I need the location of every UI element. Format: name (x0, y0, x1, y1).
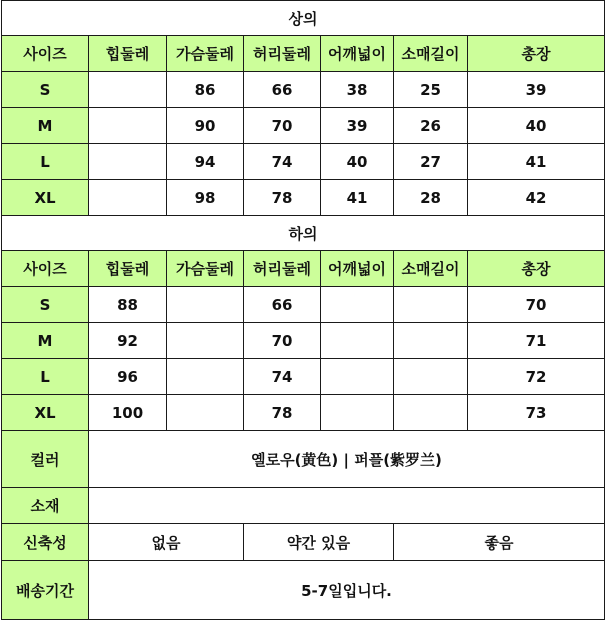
bottom-size-label: L (2, 359, 89, 395)
top-header-cell: 소매길이 (394, 36, 468, 72)
bottom-size-row (2, 287, 605, 323)
top-header-cell: 힙둘레 (89, 36, 167, 72)
top-measure-cell: 86 (167, 72, 244, 108)
bottom-measure-cell (167, 395, 244, 431)
bottom-measure-cell (321, 395, 394, 431)
top-measure-cell: 26 (394, 108, 468, 144)
bottom-section-title-row (2, 216, 605, 251)
top-size-row (2, 180, 605, 216)
bottom-measure-cell: 71 (468, 323, 605, 359)
bottom-size-row (2, 323, 605, 359)
top-measure-cell: 27 (394, 144, 468, 180)
bottom-header-cell: 가슴둘레 (167, 251, 244, 287)
top-measure-cell: 74 (244, 144, 321, 180)
bottom-measure-cell: 73 (468, 395, 605, 431)
color-row (2, 431, 605, 488)
bottom-header-cell: 힙둘레 (89, 251, 167, 287)
top-size-label: L (2, 144, 89, 180)
top-measure-cell (89, 108, 167, 144)
bottom-header-cell: 총장 (468, 251, 605, 287)
bottom-header-cell: 어깨넓이 (321, 251, 394, 287)
bottom-size-label: M (2, 323, 89, 359)
top-size-row (2, 108, 605, 144)
stretch-option-none: 없음 (89, 524, 244, 561)
top-section-title-row (2, 1, 605, 36)
top-measure-cell (89, 72, 167, 108)
top-measure-cell: 94 (167, 144, 244, 180)
bottom-header-cell: 허리둘레 (244, 251, 321, 287)
bottom-measure-cell (167, 359, 244, 395)
material-row (2, 488, 605, 524)
top-measure-cell: 40 (321, 144, 394, 180)
bottom-measure-cell: 74 (244, 359, 321, 395)
bottom-header-cell: 사이즈 (2, 251, 89, 287)
shipping-value: 5-7일입니다. (89, 561, 605, 620)
stretch-option-good: 좋음 (394, 524, 605, 561)
top-size-row (2, 72, 605, 108)
bottom-size-row (2, 359, 605, 395)
top-measure-cell: 38 (321, 72, 394, 108)
bottom-measure-cell: 72 (468, 359, 605, 395)
top-header-cell: 총장 (468, 36, 605, 72)
top-header-cell: 허리둘레 (244, 36, 321, 72)
top-measure-cell: 41 (468, 144, 605, 180)
shipping-row (2, 561, 605, 620)
stretch-row (2, 524, 605, 561)
top-header-row (2, 36, 605, 72)
top-measure-cell: 39 (468, 72, 605, 108)
bottom-section-title: 하의 (2, 216, 605, 251)
top-measure-cell: 78 (244, 180, 321, 216)
top-size-label: XL (2, 180, 89, 216)
bottom-measure-cell (394, 287, 468, 323)
stretch-label: 신축성 (2, 524, 89, 561)
color-value: 옐로우(黄色) | 퍼플(紫罗兰) (89, 431, 605, 488)
size-chart-table (1, 0, 605, 620)
bottom-measure-cell (394, 323, 468, 359)
stretch-option-some: 약간 있음 (244, 524, 394, 561)
material-value (89, 488, 605, 524)
top-header-cell: 사이즈 (2, 36, 89, 72)
bottom-size-label: XL (2, 395, 89, 431)
bottom-measure-cell (321, 359, 394, 395)
top-size-label: M (2, 108, 89, 144)
bottom-measure-cell: 100 (89, 395, 167, 431)
top-header-cell: 어깨넓이 (321, 36, 394, 72)
top-measure-cell (89, 144, 167, 180)
top-measure-cell: 66 (244, 72, 321, 108)
bottom-measure-cell (394, 395, 468, 431)
top-measure-cell: 41 (321, 180, 394, 216)
top-measure-cell: 90 (167, 108, 244, 144)
bottom-measure-cell: 70 (468, 287, 605, 323)
top-measure-cell: 39 (321, 108, 394, 144)
material-label: 소재 (2, 488, 89, 524)
bottom-measure-cell (321, 323, 394, 359)
top-header-cell: 가슴둘레 (167, 36, 244, 72)
bottom-measure-cell (167, 287, 244, 323)
top-measure-cell (89, 180, 167, 216)
bottom-measure-cell (394, 359, 468, 395)
top-measure-cell: 28 (394, 180, 468, 216)
bottom-header-row (2, 251, 605, 287)
shipping-label: 배송기간 (2, 561, 89, 620)
color-label: 컬러 (2, 431, 89, 488)
bottom-measure-cell: 78 (244, 395, 321, 431)
top-measure-cell: 98 (167, 180, 244, 216)
bottom-measure-cell (321, 287, 394, 323)
bottom-measure-cell: 96 (89, 359, 167, 395)
bottom-measure-cell: 66 (244, 287, 321, 323)
bottom-measure-cell: 92 (89, 323, 167, 359)
top-measure-cell: 42 (468, 180, 605, 216)
bottom-size-row (2, 395, 605, 431)
top-measure-cell: 70 (244, 108, 321, 144)
size-chart-body (2, 1, 605, 620)
top-section-title: 상의 (2, 1, 605, 36)
top-measure-cell: 25 (394, 72, 468, 108)
bottom-measure-cell (167, 323, 244, 359)
bottom-measure-cell: 70 (244, 323, 321, 359)
top-measure-cell: 40 (468, 108, 605, 144)
top-size-row (2, 144, 605, 180)
bottom-header-cell: 소매길이 (394, 251, 468, 287)
bottom-measure-cell: 88 (89, 287, 167, 323)
top-size-label: S (2, 72, 89, 108)
bottom-size-label: S (2, 287, 89, 323)
